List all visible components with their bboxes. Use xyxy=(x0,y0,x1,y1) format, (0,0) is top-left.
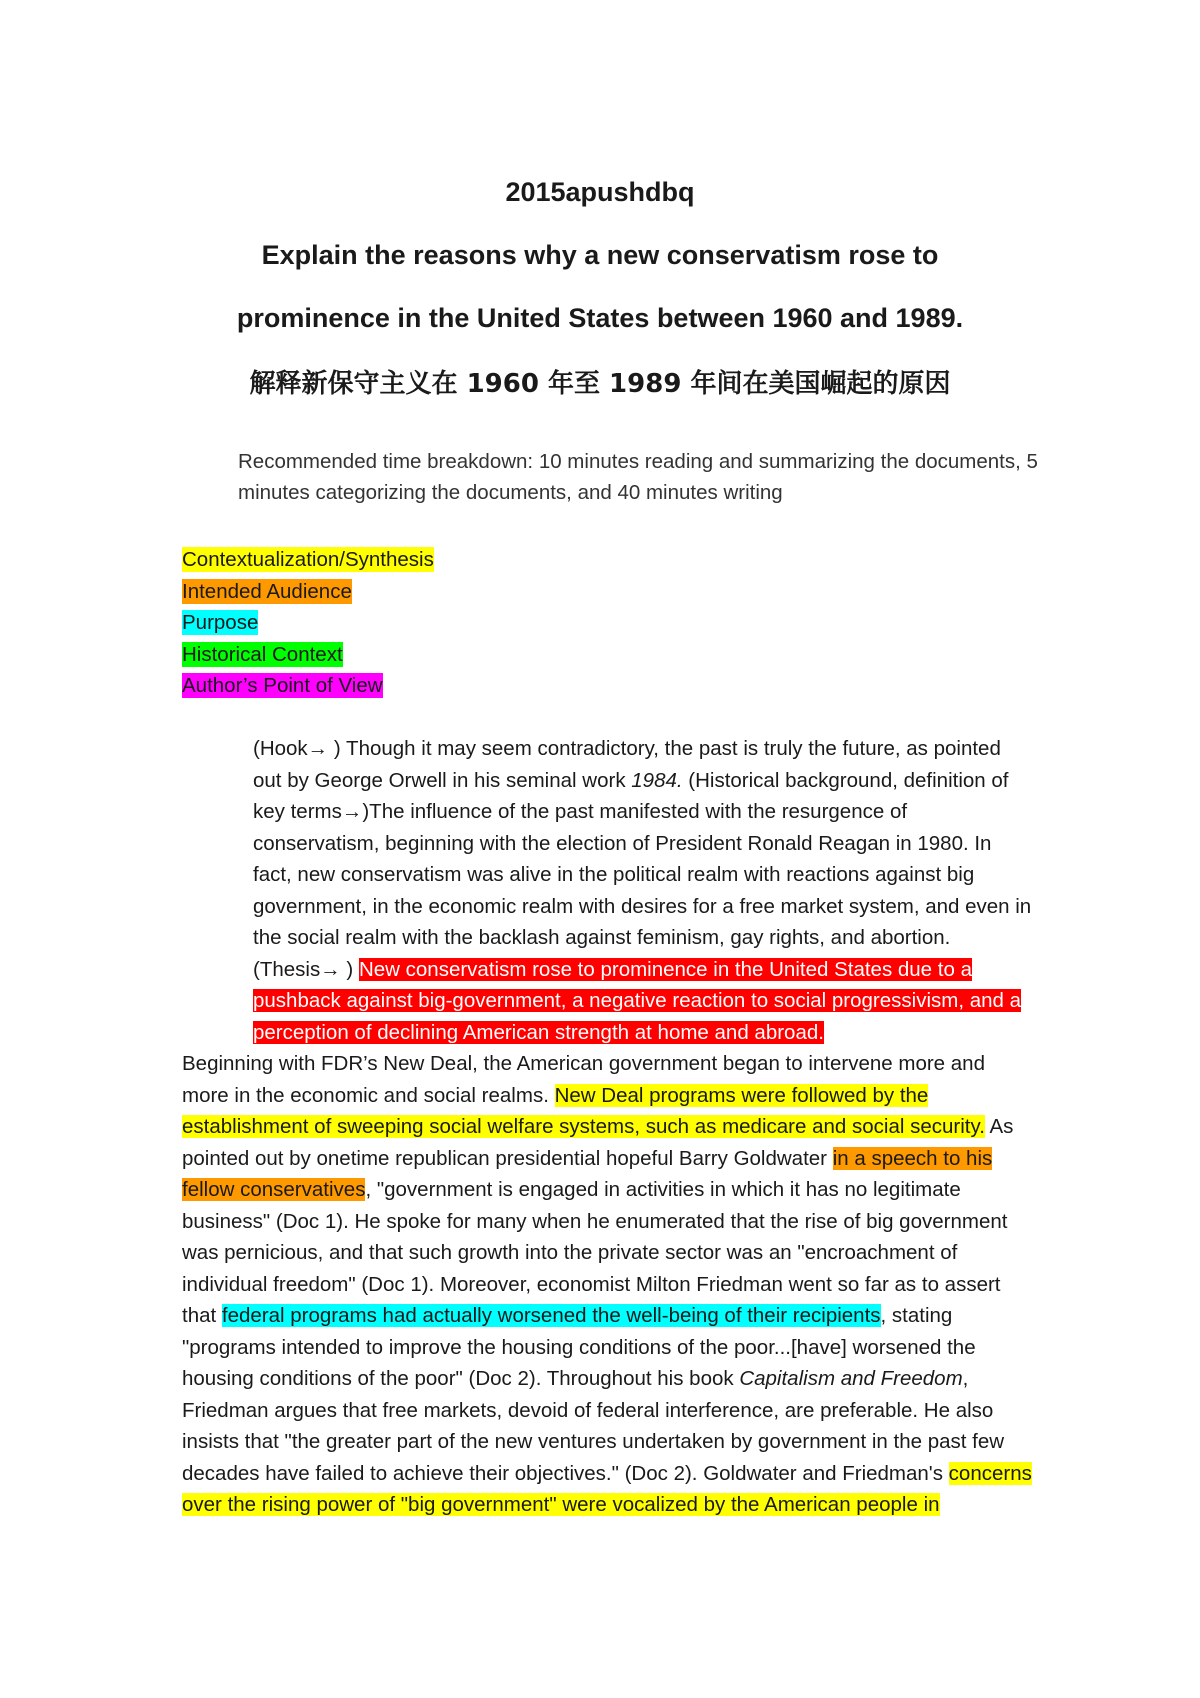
essay-body xyxy=(182,733,1032,1521)
question-line-2: prominence in the United States between 1960 and 1989. xyxy=(236,303,964,333)
hook-tag: (Hook→ ) xyxy=(253,737,341,760)
intro-paragraph xyxy=(182,733,1032,1048)
question-chinese: 解释新保守主义在 1960 年至 1989 年间在美国崛起的原因 xyxy=(249,369,951,399)
concerns-highlight: concerns over the rising power of "big government" were vocalized by the American people in xyxy=(182,1461,1032,1516)
thesis-tag: (Thesis→ ) xyxy=(253,957,354,981)
highlight-legend xyxy=(182,544,434,702)
book-title: Capitalism and Freedom xyxy=(739,1367,963,1390)
hook-text: Though it may seem contradictory, the past is truly the future, as pointed out by George Orwell in his seminal work xyxy=(253,737,1001,792)
speech-audience-highlight: in a speech to his fellow conservatives xyxy=(182,1146,993,1201)
body-paragraph-1 xyxy=(182,1048,1032,1521)
time-breakdown-note: Recommended time breakdown: 10 minutes reading and summarizing the documents, 5 minutes categorizing the documents, and 40 minutes writing xyxy=(238,450,1038,504)
legend-intended-audience: Intended Audience xyxy=(182,579,352,603)
background-text: (Historical background, definition of key terms→)The influence of the past manifested with the resurgence of conservatism, beginning with the election of President Ronald Reagan in 1980. In fact, new conservatism was alive in the political realm with reactions against big government, in the economic realm with desires for a free market system, and even in the social realm with the backlash against feminism, gay rights, and abortion. xyxy=(253,768,1032,949)
p2-text-e: , Friedman argues that free markets, devoid of federal interference, are preferable. He also insists that "the greater part of the new ventures undertaken by government in the past few decades have failed to achieve their objectives." (Doc 2). Goldwater and Friedman's xyxy=(182,1367,1005,1485)
legend-contextualization: Contextualization/Synthesis xyxy=(182,548,434,571)
friedman-purpose-highlight: federal programs had actually worsened the well-being of their recipients xyxy=(221,1304,881,1327)
orwell-title: 1984. xyxy=(631,768,683,792)
question-line-1: Explain the reasons why a new conservatism rose to xyxy=(261,240,939,270)
legend-historical-context: Historical Context xyxy=(182,642,343,666)
p2-text-c: , "government is engaged in activities in which it has no legitimate business" (Doc 1). He spoke for many when he enumerated that the rise of big government was pernicious, and that such growth into the private sector was an "encroachment of individual freedom" (Doc 1). Moreover, economist Milton Friedman went so far as to assert that xyxy=(182,1178,1008,1327)
legend-purpose: Purpose xyxy=(182,611,259,634)
new-deal-highlight: New Deal programs were followed by the establishment of sweeping social welfare systems, such as medicare and social security. xyxy=(182,1083,985,1138)
p2-text-d: , stating "programs intended to improve the housing conditions of the poor...[have] worsened the housing conditions of the poor" (Doc 2). Throughout his book xyxy=(182,1304,976,1390)
thesis-statement: New conservatism rose to prominence in the United States due to a pushback against big-government, a negative reaction to social progressivism, and a perception of declining American strength at home and abroad. xyxy=(253,957,1022,1044)
p2-text-a: Beginning with FDR’s New Deal, the American government began to intervene more and more in the economic and social realms. xyxy=(182,1052,985,1107)
document-code: 2015apushdbq xyxy=(505,177,695,207)
p2-text-b: As pointed out by onetime republican presidential hopeful Barry Goldwater xyxy=(182,1115,1014,1170)
legend-point-of-view: Author’s Point of View xyxy=(182,674,383,697)
